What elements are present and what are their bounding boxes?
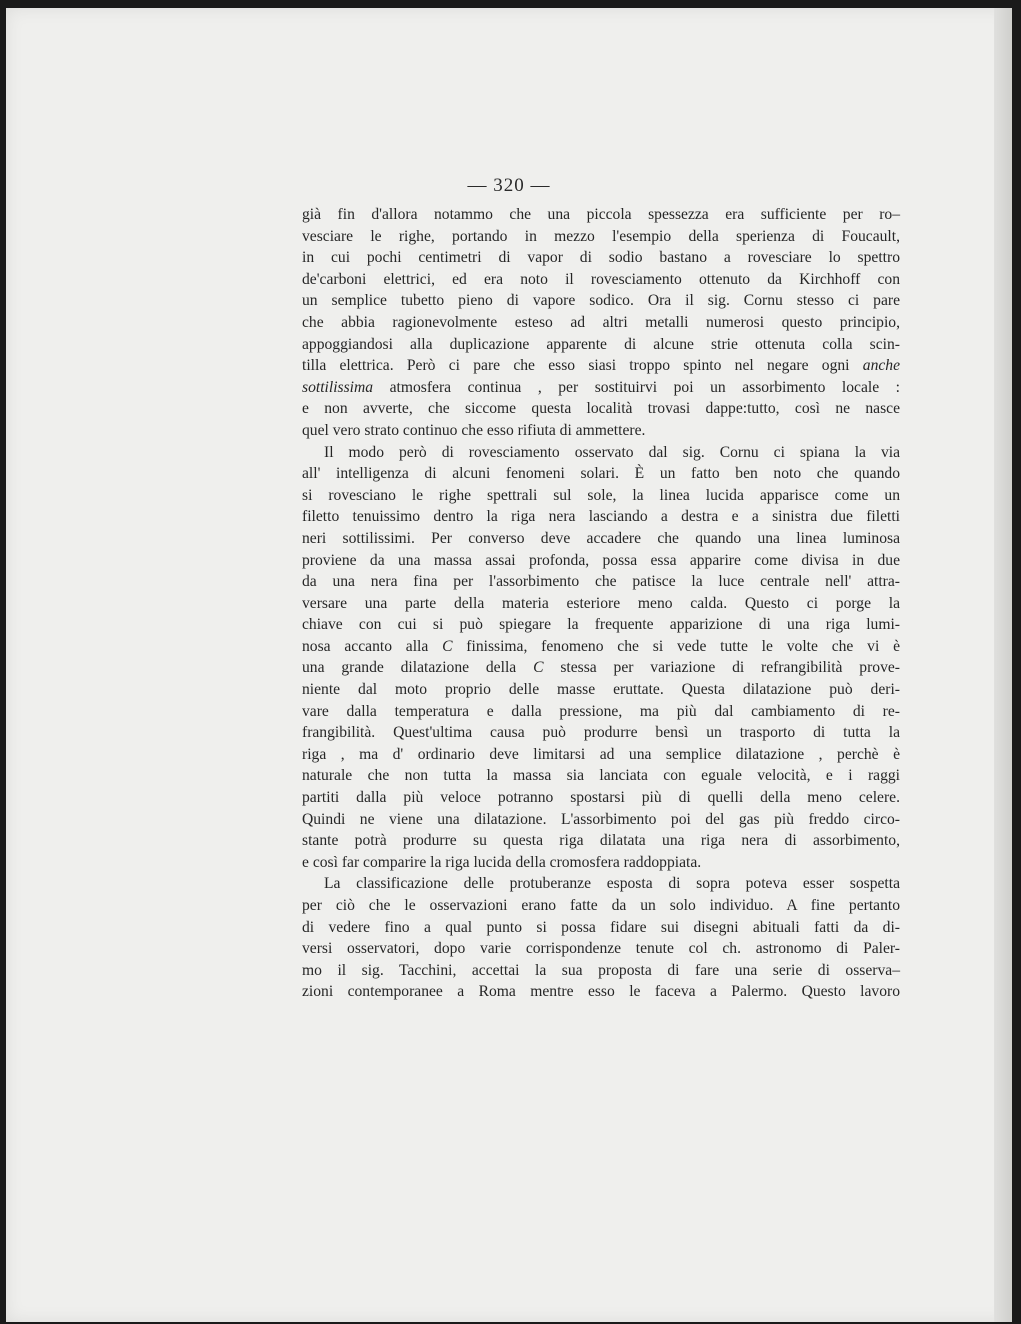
italic-word: anche [862,357,900,375]
text-segment: stessa per variazione di refrangibilità prove- [543,659,900,677]
text-line: da una nera fina per l'assorbimento che patisce la luce centrale nell' attra- [302,573,900,591]
text-line: e non avverte, che siccome questa località trovasi dappe:tutto, così ne nasce [302,400,900,418]
text-line: niente dal moto proprio delle masse eruttate. Questa dilatazione può deri- [302,681,900,699]
text-line: che abbia ragionevolmente esteso ad altri metalli numerosi questo principio, [302,313,900,331]
text-line: un semplice tubetto pieno di vapore sodico. Ora il sig. Cornu stesso ci pare [302,292,900,310]
text-line [302,355,900,377]
text-line: Il modo però di rovesciamento osservato dal sig. Cornu ci spiana la via [324,443,900,461]
text-line: Quindi ne viene una dilatazione. L'assorbimento poi del gas più freddo circo- [302,810,900,828]
text-line: mo il sig. Tacchini, accettai la sua proposta di fare una serie di osserva– [302,961,900,979]
text-line: si rovesciano le righe spettrali sul sole, la linea lucida apparisce come un [302,486,900,504]
text-line: all' intelligenza di alcuni fenomeni solari. È un fatto ben noto che quando [302,465,900,483]
text-segment: una grande dilatazione della [302,659,517,677]
text-line: de'carboni elettrici, ed era noto il rovesciamento ottenuto da Kirchhoff con [302,270,900,288]
text-line: riga , ma d' ordinario deve limitarsi ad una semplice dilatazione , perchè è [302,745,900,763]
body-text [302,204,900,1003]
text-line: La classificazione delle protuberanze esposta di sopra poteva esser sospetta [324,875,900,893]
page-edge [994,8,1012,1322]
text-line: filetto tenuissimo dentro la riga nera lasciando a destra e a sinistra due filetti [302,508,900,526]
text-line [302,657,900,679]
text-segment: nosa accanto alla [302,637,429,655]
text-line [302,377,900,399]
text-line: quel vero strato continuo che esso rifiuta di ammettere. [302,421,646,439]
text-line: naturale che non tutta la massa sia lanciata con eguale velocità, e i raggi [302,767,900,785]
text-line: vare dalla temperatura e dalla pressione, ma più dal cambiamento di re- [302,702,900,720]
text-line: proviene da una massa assai profonda, possa essa apparire come divisa in due [302,551,900,569]
text-line: appoggiandosi alla duplicazione apparente di alcune strie ottenuta colla scin- [302,335,900,353]
text-segment: atmosfera continua , per sostituirvi poi un assorbimento locale : [373,378,900,396]
text-line: in cui pochi centimetri di vapor di sodio bastano a rovesciare lo spettro [302,249,900,267]
text-line: partiti dalla più veloce potranno spostarsi più di quelli della meno celere. [302,789,900,807]
text-line: già fin d'allora notammo che una piccola spessezza era sufficiente per ro– [302,206,900,223]
text-line: per ciò che le osservazioni erano fatte da un solo individuo. A fine pertanto [302,897,900,914]
italic-letter: C [533,659,544,677]
text-line: vesciare le righe, portando in mezzo l'esempio della sperienza di Foucault, [302,227,900,245]
text-line: versare una parte della materia esteriore meno calda. Questo ci porge la [302,594,900,612]
text-line: frangibilità. Quest'ultima causa può produrre bensì un trasporto di tutta la [302,724,900,742]
italic-word: sottilissima [302,378,374,396]
text-segment: tilla elettrica. Però ci pare che esso siasi troppo spinto nel negare ogni [302,357,850,375]
page [6,8,1012,1322]
text-line: chiave con cui si può spiegare la frequente apparizione di una riga lumi- [302,616,900,634]
text-line: e così far comparire la riga lucida della cromosfera raddoppiata. [302,853,702,871]
italic-letter: C [442,637,453,655]
page-number: — 320 — [467,175,551,196]
text-segment: finissima, fenomeno che si vede tutte le volte che vi è [452,637,900,655]
text-line [302,636,900,658]
text-line: stante potrà produrre su questa riga dilatata una riga nera di assorbimento, [302,832,900,850]
text-line: versi osservatori, dopo varie corrispondenze tenute col ch. astronomo di Paler- [302,940,900,958]
text-line: di vedere fino a qual punto si possa fidare sui disegni abituali fatti da di- [302,918,900,936]
text-line: zioni contemporanee a Roma mentre esso le faceva a Palermo. Questo lavoro [302,983,900,1001]
text-line: neri sottilissimi. Per converso deve accadere che quando una linea luminosa [302,529,900,547]
